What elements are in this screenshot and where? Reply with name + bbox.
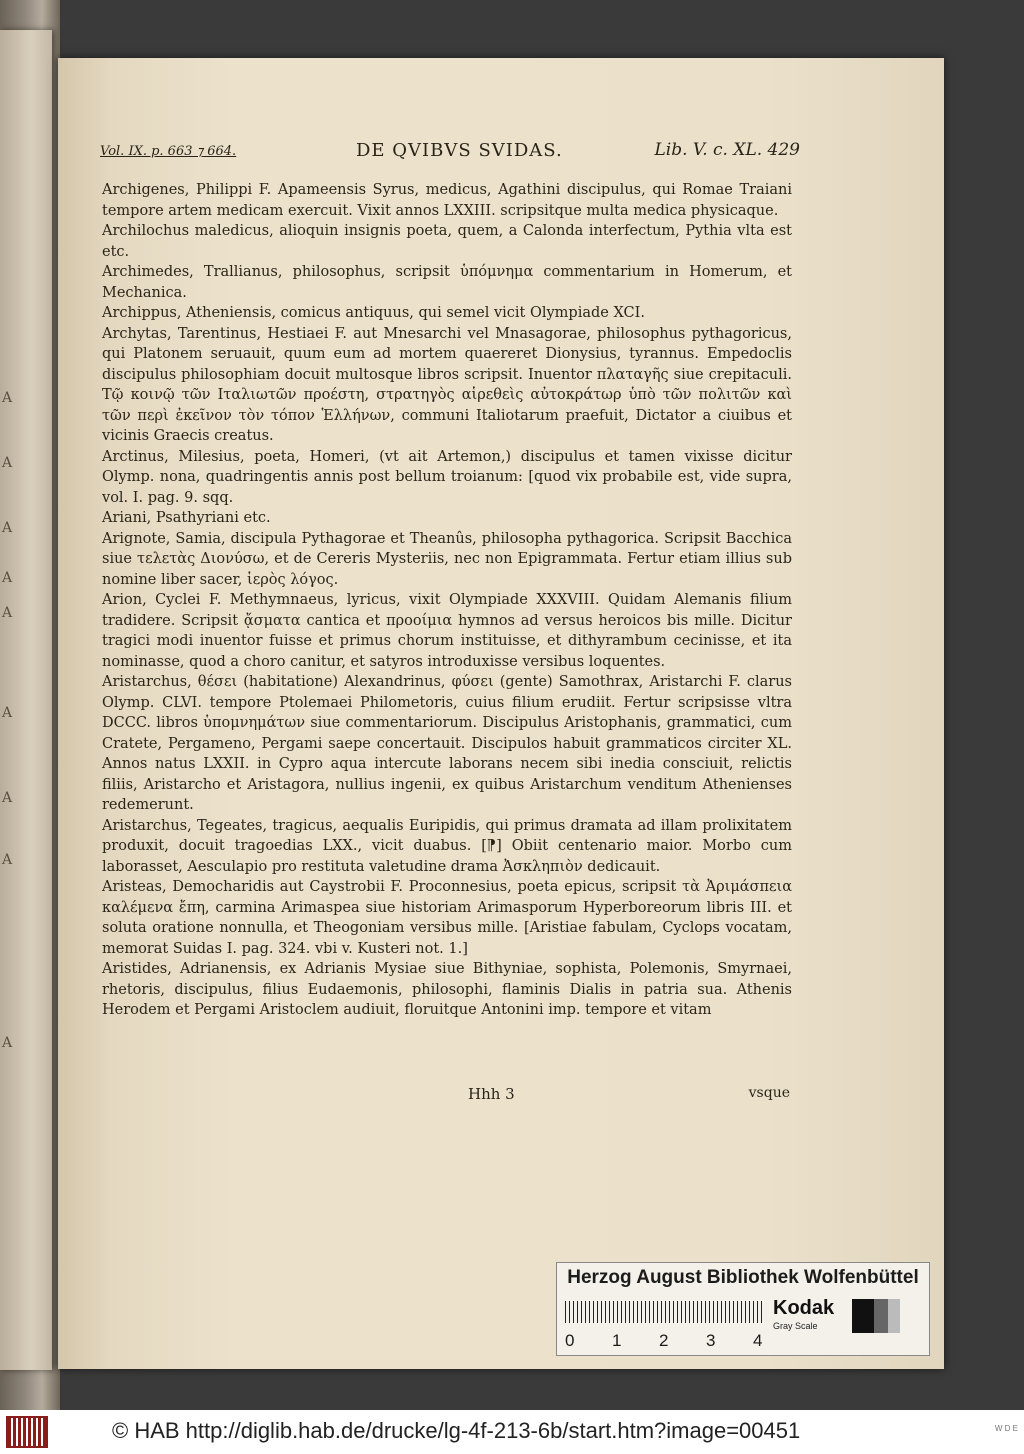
entry-archigenes: Archigenes, Philippi F. Apameensis Syrus, medicus, Agathini discipulus, qui Romae Traiani tempore artem medicam exercuit. Vixit annos LXXIII. scripsitque multa medica physicaque. xyxy=(102,182,792,219)
book-chapter-page-number: Lib. V. c. XL. 429 xyxy=(654,140,800,160)
gray-swatch-mid xyxy=(874,1299,888,1333)
gray-swatch-black xyxy=(852,1299,874,1333)
entry-aristarchus-2: Aristarchus, Tegeates, tragicus, aequalis Euripidis, qui primus dramata ad illam prolixitatem produxit, docuit tragoedias LXX., vicit duabus. [⁋] Obiit centenario maior. Morbo cum laborasset, Aesculapio pro restituta valetudine drama Ἀσκληπιὸν dedicauit. xyxy=(102,817,792,875)
page-body xyxy=(102,180,792,1021)
page-footer-line xyxy=(460,1085,800,1107)
prev-mark: A xyxy=(2,455,13,471)
ruler-scale xyxy=(565,1301,765,1327)
running-head xyxy=(100,140,800,166)
ruler-number: 2 xyxy=(659,1331,669,1350)
copyright-url: © HAB http://diglib.hab.de/drucke/lg-4f-213-6b/start.htm?image=00451 xyxy=(112,1418,801,1443)
previous-page-marks xyxy=(2,30,16,1370)
entry-aristeas: Aristeas, Democharidis aut Caystrobii F. Proconnesius, poeta epicus, scripsit τὰ Ἀριμάσπεια καλέμενα ἔπη, carmina Arimaspea siue historiam Arimasporum Hyperboreorum libris III. et soluta oratione nonnulla, et Theogoniam versibus mille. [Aristiae fabulam, Cyclops vocatam, memorat Suidas I. pag. 324. vbi v. Kusteri not. 1.] xyxy=(102,879,792,957)
prev-mark: A xyxy=(2,570,13,586)
signature-mark: Hhh 3 xyxy=(468,1085,515,1103)
entry-archippus: Archippus, Atheniensis, comicus antiquus, qui semel vicit Olympiade XCI. xyxy=(102,305,645,321)
footer-bar xyxy=(0,1410,1024,1454)
entry-arion: Arion, Cyclei F. Methymnaeus, lyricus, vixit Olympiade XXXVIII. Quidam Alemanis filium tradidere. Scripsit ᾄσματα cantica et προοίμια hymnos ad versus heroicos bis mille. Dicitur tragici modi inuentor fuisse et primus chorum instituisse, et dithyrambum cecinisse, et ita nominasse, quod a choro canitur, et satyros introduxisse versibus loquentes. xyxy=(102,592,792,670)
catchword: vsque xyxy=(748,1085,790,1101)
gray-swatch-light xyxy=(888,1299,900,1333)
prev-mark: A xyxy=(2,852,13,868)
ruler-number: 0 xyxy=(565,1331,575,1350)
ruler-numbers xyxy=(557,1331,777,1351)
prev-mark: A xyxy=(2,520,13,536)
prev-mark: A xyxy=(2,605,13,621)
hab-logo-icon xyxy=(6,1416,48,1448)
library-name: Herzog August Bibliothek Wolfenbüttel xyxy=(567,1267,919,1288)
volume-reference: Vol. IX. p. 663 ⁊ 664. xyxy=(100,144,237,159)
kodak-logo: Kodak xyxy=(773,1297,835,1319)
ruler-number: 4 xyxy=(753,1331,763,1350)
previous-page-edge xyxy=(0,30,52,1370)
page-header-title: DE QVIBVS SVIDAS. xyxy=(356,140,563,161)
footer-mark: W D E xyxy=(994,1424,1018,1433)
ruler-number: 3 xyxy=(706,1331,716,1350)
ruler-number: 1 xyxy=(612,1331,622,1350)
entry-arignote: Arignote, Samia, discipula Pythagorae et Theanûs, philosopha pythagorica. Scripsit Bacchica siue τελετὰς Διονύσω, et de Cereris Mysteriis, nec non Epigrammata. Fertur etiam illius sub nomine liber sacer, ἱερὸς λόγος. xyxy=(102,530,792,588)
entry-ariani: Ariani, Psathyriani etc. xyxy=(102,510,271,526)
prev-mark: A xyxy=(2,390,13,406)
gray-scale-label: Gray Scale xyxy=(773,1321,818,1331)
ruler-ticks xyxy=(565,1301,765,1323)
entry-archilochus: Archilochus maledicus, alioquin insignis poeta, quem, a Calonda interfectum, Pythia vlta est etc. xyxy=(102,223,792,260)
entry-aristarchus-1: Aristarchus, θέσει (habitatione) Alexandrinus, φύσει (gente) Samothrax, Aristarchi F. clarus Olymp. CLVI. tempore Ptolemaei Philometoris, cuius filium erudiit. Fertur scripsisse vltra DCCC. libros ὑπομνημάτων siue commentariorum. Discipulus Aristophanis, grammatici, cum Cratete, Pergameno, Pergami saepe concertauit. Discipulos habuit grammaticos circiter XL. Annos natus LXXII. in Cypro aqua intercute laborans necem sibi inedia consciuit, relictis filiis, Aristarcho et Aristagora, nullius ingenii, ex quibus Aristarchum venditum Athenienses redemerunt. xyxy=(102,674,792,813)
entry-archimedes: Archimedes, Trallianus, philosophus, scripsit ὑπόμνημα commentarium in Homerum, et Mechanica. xyxy=(102,264,792,301)
entry-archytas: Archytas, Tarentinus, Hestiaei F. aut Mnesarchi vel Mnasagorae, philosophus pythagoricus, qui Platonem seruauit, quum eum ad mortem quaereret Dionysius, tyrannus. Empedoclis discipulus philosophiam docuit multosque libros scripsit. Inuentor πλαταγῆς siue crepitaculi. Τῷ κοινῷ τῶν Ιταλιωτῶν προέστη, στρατηγὸς αἱρεθεὶς αὐτοκράτωρ ὑπὸ τῶν πολιτῶν καὶ τῶν περὶ ἐκεῖνον τὸν τόπον Ἑλλήνων, communi Italiotarum praefuit, Dictator a ciuibus et vicinis Graecis creatus. xyxy=(102,325,792,444)
color-calibration-card xyxy=(556,1262,930,1356)
entry-aristides: Aristides, Adrianensis, ex Adrianis Mysiae siue Bithyniae, sophista, Polemonis, Smyrnaei, rhetoris, discipulus, filius Eudaemonis, philosophi, flaminis Dialis in patria sua. Athenis Herodem et Pergami Aristoclem audiuit, floruitque Antonini imp. tempore et vitam xyxy=(102,961,792,1018)
entry-arctinus: Arctinus, Milesius, poeta, Homeri, (vt ait Artemon,) discipulus et tamen vixisse dicitur Olymp. nona, quadringentis annis post bellum troianum: [quod vix probabile est, vide supra, vol. I. pag. 9. sqq. xyxy=(102,448,792,506)
prev-mark: A xyxy=(2,1035,13,1051)
prev-mark: A xyxy=(2,705,13,721)
prev-mark: A xyxy=(2,790,13,806)
